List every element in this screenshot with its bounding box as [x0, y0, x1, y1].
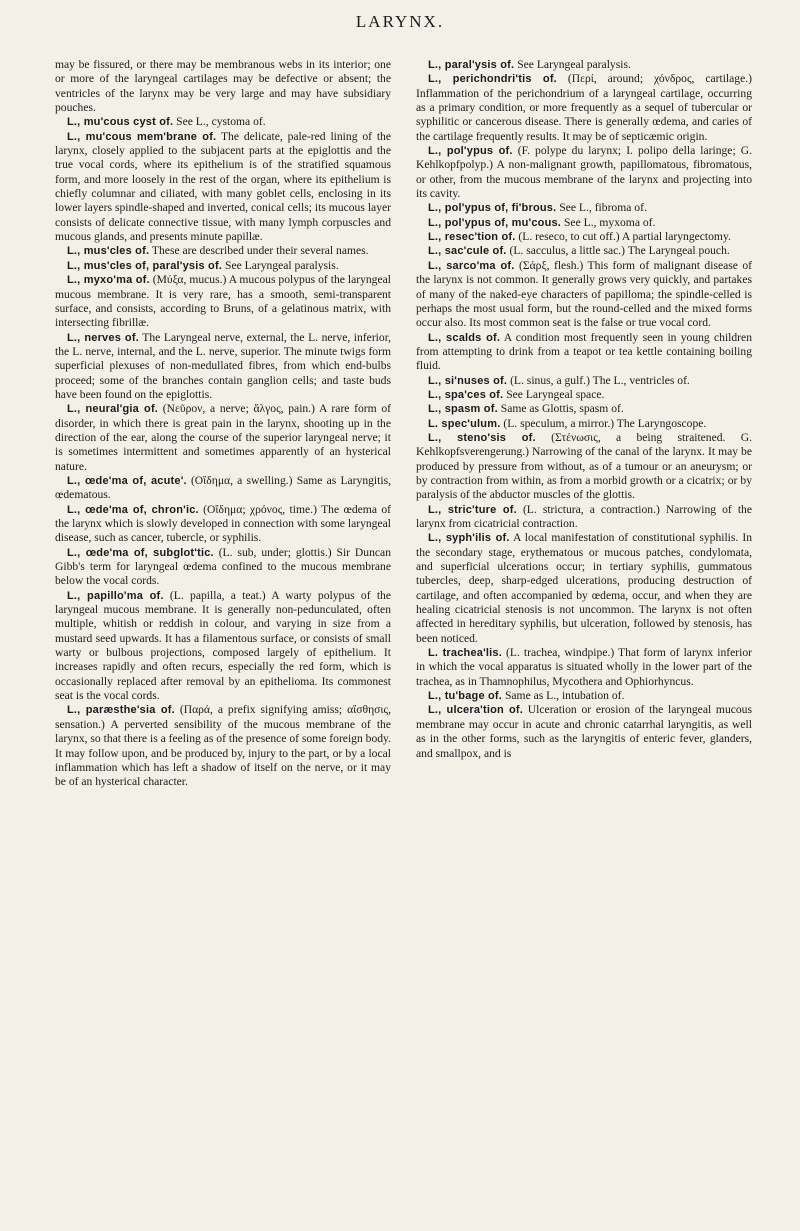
entry-headword: L., syph'ilis of.	[428, 532, 510, 545]
dictionary-entry	[55, 331, 391, 403]
dictionary-entry	[416, 703, 752, 760]
dictionary-entry	[416, 259, 752, 331]
entry-headword: L., œde'ma of, chron'ic.	[67, 503, 199, 516]
entry-headword: L., pol'ypus of.	[428, 145, 513, 158]
entry-definition: (Στένωσις, a being straitened. G. Kehlkopfsverengerung.) Narrowing of the canal of the larynx. It may be produced by pressure from without, as of a tumour or an aneurysm; or by contraction from within, as from a morbid growth or a cicatrix; or by paralysis of the abductor muscles of the glottis.	[416, 430, 752, 502]
left-column	[55, 58, 391, 790]
entry-definition: (L. reseco, to cut off.) A partial laryngectomy.	[515, 230, 731, 244]
entry-headword: L., neural'gia of.	[67, 403, 159, 416]
entry-headword: L. spec'ulum.	[428, 417, 501, 430]
entry-headword: L., perichondri'tis of.	[428, 73, 557, 86]
entry-definition: (Μύξα, mucus.) A mucous polypus of the laryngeal mucous membrane. It is very rare, has a smooth, semi-transparent surface, and consists, according to Bruns, of a gelatinous matrix, with intersecting fibrillæ.	[55, 273, 391, 330]
dictionary-entry	[416, 230, 752, 244]
entry-headword: L., si'nuses of.	[428, 374, 508, 387]
dictionary-entry	[416, 531, 752, 646]
dictionary-entry	[416, 58, 752, 72]
right-column	[416, 58, 752, 761]
entry-definition: See Laryngeal paralysis.	[514, 58, 631, 71]
entry-definition: (Σάρξ, flesh.) This form of malignant disease of the larynx is not common. It generally grows very quickly, and partakes of many of the naked-eye characters of papilloma; the spindle-celled is perhaps the most usual form, but the round-celled and the mixed forms occur also. Its most common seat is the false or true vocal cord.	[416, 258, 753, 330]
entry-headword: L., stric'ture of.	[428, 503, 517, 516]
entry-definition: The Laryngeal nerve, external, the L. nerve, inferior, the L. nerve, internal, and the L. nerve, superior. The minute twigs form superficial plexuses of non-medullated fibres, from which end-bulbs proceed; some of the branches contain ganglion cells; and taste buds have been found on the epiglottis.	[55, 330, 391, 401]
entry-headword: L., sarco'ma of.	[428, 259, 515, 272]
entry-definition: (L. sacculus, a little sac.) The Laryngeal pouch.	[506, 244, 730, 258]
entry-definition: (L. papilla, a teat.) A warty polypus of the laryngeal mucous membrane. It is generally non-pedunculated, often multiple, whitish or reddish in colour, and varying in size from a mustard seed upwards. It has a filamentous surface, or consists of small warty or bulbous projections, composed largely of epithelium. It increases rapidly and often recurs, especially the red form, which is occasionally replaced after removal by an epithelioma. Its commonest seat is the vocal cords.	[55, 588, 391, 703]
entry-headword: L., spasm of.	[428, 403, 498, 416]
dictionary-entry	[416, 374, 752, 388]
entry-headword: L., paræsthe'sia of.	[67, 704, 175, 717]
dictionary-entry	[416, 503, 752, 532]
entry-definition: (Περί, around; χόνδρος, cartilage.) Inflammation of the perichondrium of a laryngeal cartilage, occurring as a primary condition, or more frequently as a sequel of tubercular or syphilitic or cancerous disease. There is generally œdema, and caries of the cartilage frequently results. It may be of septicæmic origin.	[416, 72, 752, 143]
entry-definition: Same as Glottis, spasm of.	[497, 402, 624, 416]
entry-headword: L., mu'cous mem'brane of.	[67, 130, 217, 143]
entry-headword: L., myxo'ma of.	[67, 274, 150, 287]
entry-definition: See Laryngeal space.	[503, 387, 605, 401]
dictionary-entry	[55, 244, 391, 258]
entry-definition: (Οἴδημα; χρόνος, time.) The œdema of the larynx which is slowly developed in connection with some laryngeal disease, such as cancer, tubercle, or syphilis.	[55, 502, 391, 545]
entry-headword: L., sac'cule of.	[428, 245, 507, 258]
entry-headword: L., mus'cles of.	[67, 245, 150, 258]
entry-headword: L., pol'ypus of, mu'cous.	[428, 216, 562, 229]
running-header: LARYNX.	[355, 12, 445, 31]
entry-headword: L., papillo'ma of.	[67, 589, 164, 602]
entry-definition: See L., cystoma of.	[173, 115, 266, 129]
dictionary-entry	[55, 402, 391, 474]
entry-headword: L., pol'ypus of, fi'brous.	[428, 202, 557, 215]
entry-definition: (Παρά, a prefix signifying amiss; αἴσθησις, sensation.) A perverted sensibility of the mucous membrane of the larynx, so that there is a feeling as of the presence of some foreign body. It may follow upon, and be produced by, injury to the part, or by a local inflammation which has left a shadow of itself on the nerve, or it may be of an hysterical character.	[55, 703, 391, 789]
entry-definition: A condition most frequently seen in young children from attempting to drink from a teapot or tea kettle containing boiling fluid.	[416, 330, 752, 373]
dictionary-entry	[416, 431, 752, 503]
entry-definition: A local manifestation of constitutional syphilis. In the secondary stage, erythematous or mucous patches, condylomata, and superficial ulcerations occur; in tertiary syphilis, gummatous tubercles, deep, sharp-edged ulcerations, producing destruction of cartilage, and often accompanied by œdema, occur, and when they are healing cicatricial stenosis is not uncommon. The larynx is not often affected in hereditary syphilis, but ulceration, followed by stenosis, has been noticed.	[416, 531, 753, 645]
entry-definition: (Οἴδημα, a swelling.) Same as Laryngitis, œdematous.	[55, 473, 391, 502]
entry-headword: L., steno'sis of.	[428, 431, 536, 444]
dictionary-entry	[416, 331, 752, 374]
dictionary-entry	[416, 402, 752, 416]
entry-headword: L. trachea'lis.	[428, 647, 503, 660]
dictionary-entry	[416, 388, 752, 402]
dictionary-entry	[55, 503, 391, 546]
entry-definition: (L. sub, under; glottis.) Sir Duncan Gibb's term for laryngeal œdema confined to the mucous membrane below the vocal cords.	[55, 545, 391, 588]
dictionary-entry	[416, 417, 752, 431]
dictionary-entry	[416, 216, 752, 230]
dictionary-entry	[416, 72, 752, 144]
dictionary-entry	[55, 703, 391, 789]
entry-headword: L., nerves of.	[67, 331, 139, 344]
entry-definition: (L. sinus, a gulf.) The L., ventricles of.	[507, 373, 690, 387]
entry-definition: (F. polype du larynx; I. polipo della laringe; G. Kehlkopfpolyp.) A non-malignant growth, papillomatous, fibromatous, or other, from the mucous membrane of the larynx and projecting into its cavity.	[416, 144, 752, 201]
entry-headword: L., mus'cles of, paral'ysis of.	[67, 259, 223, 272]
dictionary-entry	[55, 546, 391, 589]
dictionary-entry	[416, 201, 752, 215]
entry-headword: L., ulcera'tion of.	[428, 704, 524, 717]
dictionary-entry	[55, 130, 391, 245]
entry-definition: (L. speculum, a mirror.) The Laryngoscope.	[500, 416, 707, 430]
entry-definition: (Νεῦρον, a nerve; ἄλγος, pain.) A rare form of disorder, in which there is great pain in the larynx, shooting up in the direction of the ear, along the course of the superior laryngeal nerve; it is sometimes intermittent and sometimes apparently of an hysterical nature.	[55, 402, 391, 473]
entry-headword: L., resec'tion of.	[428, 231, 516, 244]
entry-headword: L., tu'bage of.	[428, 690, 503, 703]
entry-definition: See L., myxoma of.	[561, 215, 656, 229]
dictionary-entry	[416, 244, 752, 258]
entry-headword: L., spa'ces of.	[428, 388, 504, 401]
dictionary-entry	[55, 259, 391, 273]
dictionary-entry	[55, 589, 391, 704]
entry-definition: (L. strictura, a contraction.) Narrowing of the larynx from cicatricial contraction.	[416, 502, 752, 530]
dictionary-entry	[55, 115, 391, 129]
dictionary-entry	[416, 689, 752, 703]
entry-headword: L., paral'ysis of.	[428, 59, 515, 71]
entry-definition: See Laryngeal paralysis.	[222, 258, 339, 272]
dictionary-entry	[55, 273, 391, 330]
dictionary-entry	[416, 144, 752, 201]
dictionary-entry	[416, 646, 752, 689]
entry-definition: may be fissured, or there may be membranous webs in its interior; one or more of the laryngeal cartilages may be defective or absent; the ventricles of the larynx may be very large and may have subsidiary pouches.	[55, 58, 391, 115]
entry-headword: L., scalds of.	[428, 331, 501, 344]
entry-headword: L., œde'ma of, subglot'tic.	[67, 546, 214, 559]
entry-definition: The delicate, pale-red lining of the larynx, closely applied to the subjacent parts at the epiglottis and the true vocal cords, where its epithelium is of the stratified squamous form, and more loosely in the rest of the organ, where its epithelium is chiefly columnar and ciliated, with many goblet cells, enclosing in its lower layers spindle-shaped and inverted, conical cells; its mucous layer consists of delicate connective tissue, with many lymph corpuscles and mucous glands, and presents minute papillæ.	[55, 129, 392, 244]
entry-headword: L., œde'ma of, acute'.	[67, 474, 187, 487]
entry-definition: Ulceration or erosion of the laryngeal mucous membrane may occur in acute and chronic catarrhal laryngitis, as well as in the other forms, such as the laryngitis of enteric fever, glanders, and smallpox, and is	[416, 703, 752, 760]
dictionary-entry	[55, 474, 391, 503]
entry-headword: L., mu'cous cyst of.	[67, 116, 174, 129]
dictionary-entry	[55, 58, 391, 115]
entry-definition: These are described under their several names.	[149, 244, 369, 258]
entry-definition: (L. trachea, windpipe.) That form of larynx inferior in which the vocal apparatus is situated wholly in the lower part of the trachea, as in Thamnophilus, Mycothera and Ophiorhyncus.	[416, 646, 752, 688]
entry-definition: See L., fibroma of.	[556, 201, 647, 215]
entry-definition: Same as L., intubation of.	[502, 689, 625, 703]
